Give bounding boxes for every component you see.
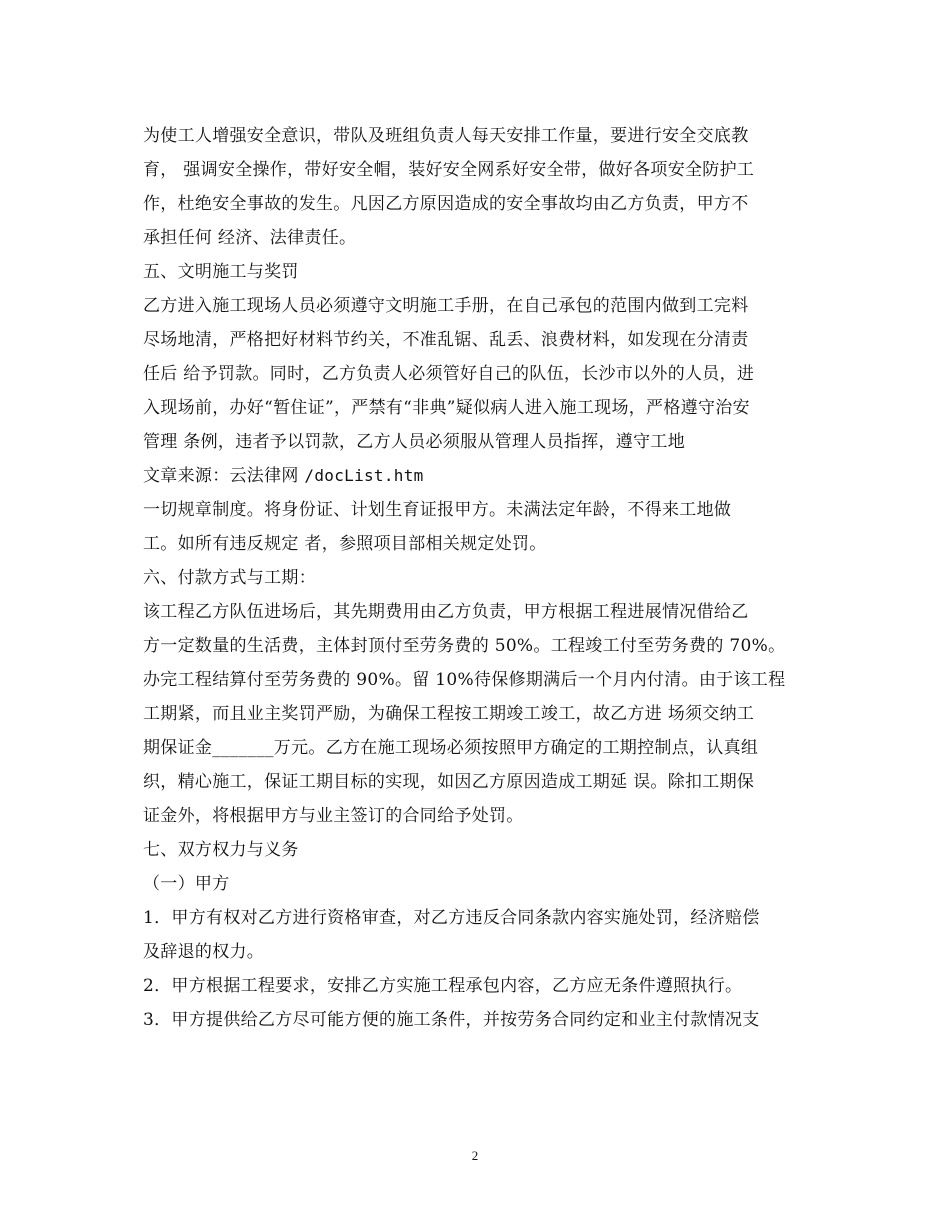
paragraph-line: 工。如所有违反规定 者，参照项目部相关规定处罚。 bbox=[143, 534, 547, 554]
paragraph-line: 承担任何 经济、法律责任。 bbox=[143, 228, 357, 248]
paragraph-line: 织，精心施工，保证工期目标的实现，如因乙方原因造成工期延 误。除扣工期保 bbox=[143, 772, 755, 792]
section-heading-6: 六、付款方式与工期： bbox=[143, 568, 316, 588]
paragraph-line: 方一定数量的生活费，主体封顶付至劳务费的 50%。工程竣工付至劳务费的 70%。 bbox=[143, 636, 786, 656]
paragraph-line: 乙方进入施工现场人员必须遵守文明施工手册，在自己承包的范围内做到工完料 bbox=[143, 296, 749, 316]
paragraph-line: 育， 强调安全操作，带好安全帽，装好安全网系好安全带，做好各项安全防护工 bbox=[143, 160, 755, 180]
paragraph-line: 作，杜绝安全事故的发生。凡因乙方原因造成的安全事故均由乙方负责，甲方不 bbox=[143, 194, 749, 214]
list-item: 3．甲方提供给乙方尽可能方便的施工条件，并按劳务合同约定和业主付款情况支 bbox=[143, 1010, 760, 1030]
paragraph-line: 一切规章制度。将身份证、计划生育证报甲方。未满法定年龄，不得来工地做 bbox=[143, 500, 732, 520]
paragraph-line: 工期紧，而且业主奖罚严励，为确保工程按工期竣工竣工，故乙方进 场须交纳工 bbox=[143, 704, 755, 724]
subsection-heading: （一）甲方 bbox=[143, 874, 230, 894]
list-item-continuation: 及辞退的权力。 bbox=[143, 942, 265, 962]
paragraph-line: 入现场前，办好“暂住证”，严禁有“非典”疑似病人进入施工现场，严格遵守治安 bbox=[143, 398, 750, 418]
source-line bbox=[143, 459, 815, 493]
paragraph-line: 期保证金_______万元。乙方在施工现场必须按照甲方确定的工期控制点，认真组 bbox=[143, 738, 759, 758]
list-item: 1．甲方有权对乙方进行资格审查，对乙方违反合同条款内容实施处罚，经济赔偿 bbox=[143, 908, 760, 928]
source-label: 文章来源：云法律网 bbox=[143, 466, 305, 486]
section-heading-7: 七、双方权力与义务 bbox=[143, 840, 299, 860]
paragraph-line: 管理 条例，违者予以罚款，乙方人员必须服从管理人员指挥，遵守工地 bbox=[143, 432, 686, 452]
list-item: 2．甲方根据工程要求，安排乙方实施工程承包内容，乙方应无条件遵照执行。 bbox=[143, 976, 743, 996]
paragraph-line: 尽场地清，严格把好材料节约关，不准乱锯、乱丢、浪费材料，如发现在分清责 bbox=[143, 330, 749, 350]
paragraph-line: 办完工程结算付至劳务费的 90%。留 10%待保修期满后一个月内付清。由于该工程 bbox=[143, 670, 786, 690]
section-heading-5: 五、文明施工与奖罚 bbox=[143, 262, 299, 282]
paragraph-line: 证金外，将根据甲方与业主签订的合同给予处罚。 bbox=[143, 806, 524, 826]
source-path: /docList.htm bbox=[304, 466, 424, 485]
paragraph-line: 任后 给予罚款。同时，乙方负责人必须管好自己的队伍，长沙市以外的人员，进 bbox=[143, 364, 755, 384]
paragraph-line: 该工程乙方队伍进场后，其先期费用由乙方负责，甲方根据工程进展情况借给乙 bbox=[143, 602, 749, 622]
paragraph-line: 为使工人增强安全意识，带队及班组负责人每天安排工作量，要进行安全交底教 bbox=[143, 126, 749, 146]
page-number: 2 bbox=[471, 1148, 479, 1163]
document-body bbox=[143, 119, 815, 1037]
